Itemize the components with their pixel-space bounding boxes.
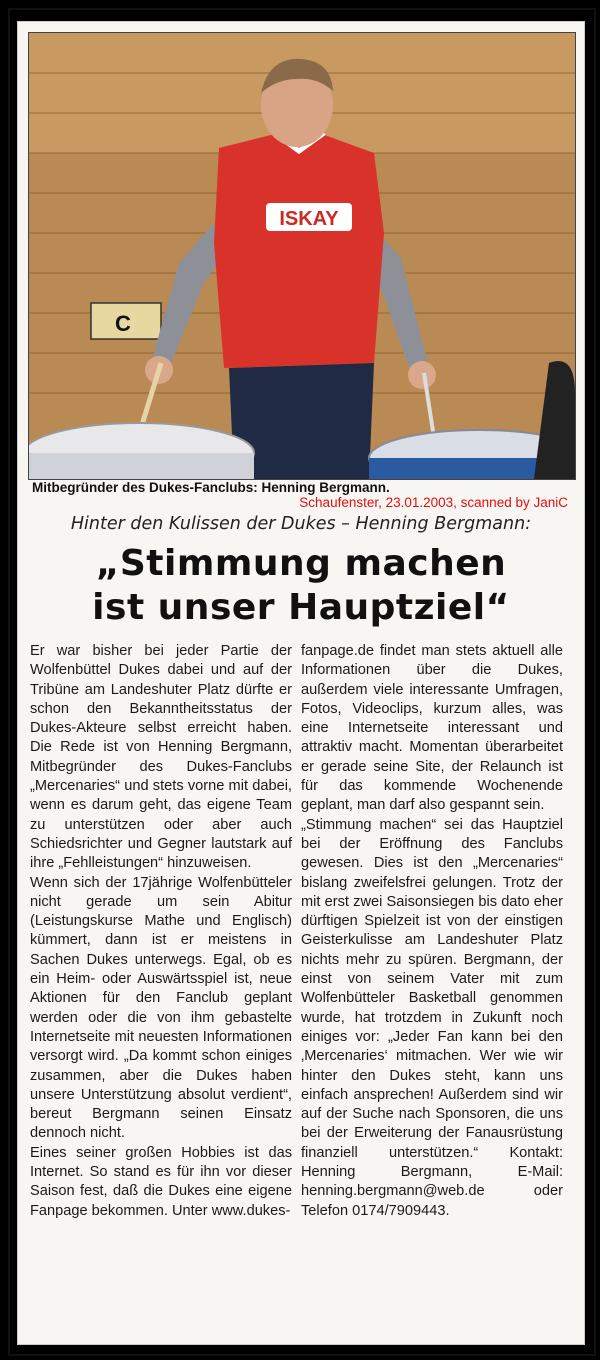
headline-line-2: ist unser Hauptziel“ — [92, 587, 510, 628]
paragraph: Eines seiner großen Hobbies ist das Internet. So stand es für ihn vor dieser Saison fest, daß die Dukes eine eigene Fanpage bekommen. Unter www.dukes- — [30, 1144, 292, 1219]
paragraph: Er war bisher bei jeder Partie der Wolfenbüttel Dukes dabei und auf der Tribüne am Landeshuter Platz dürfte er schon den Bekanntheitsstatus der Dukes-Akteure selbst erreicht haben. Die Rede ist von Henning Bergmann, Mitbegründer des Dukes-Fanclubs „Mercenaries“ und stets vorne mit dabei, wenn es darum geht, das eigene Team zu unterstützen oder aber auch Schiedsrichter und Gegner lautstark auf ihre „Fehlleistungen“ hinzuweisen. — [30, 643, 292, 872]
jersey-text: ISKAY — [279, 208, 339, 230]
article-photo — [28, 32, 576, 480]
article-column-right — [301, 642, 563, 1221]
article-headline — [28, 542, 574, 630]
newspaper-clipping — [18, 22, 584, 1344]
headline-line-1: „Stimmung machen — [95, 543, 507, 584]
paragraph: fanpage.de findet man stets aktuell alle Informationen über die Dukes, außerdem viele interessante Umfragen, Fotos, Videoclips, kurzum alles, was eine Internetseite interessant und attraktiv macht. Momentan überarbeitet er gerade seine Site, der Relaunch ist für das kommende Wochenende geplant, man darf also gespannt sein. — [301, 643, 563, 814]
scan-credit: Schaufenster, 23.01.2003, scanned by JaniC — [299, 495, 568, 510]
photo-caption: Mitbegründer des Dukes-Fanclubs: Henning Bergmann. — [32, 480, 390, 495]
article-kicker: Hinter den Kulissen der Dukes – Henning Bergmann: — [70, 514, 532, 534]
article-column-left — [30, 642, 292, 1221]
paragraph: Wenn sich der 17jährige Wolfenbütteler nicht gerade um sein Abitur (Leistungskurse Mathe und Englisch) kümmert, dann ist er meistens in Sachen Dukes unterwegs. Egal, ob es ein Heim- oder Auswärtsspiel ist, neue Aktionen für den Fanclub geplant werden oder die von ihm gebastelte Internetseite mit neuesten Informationen versorgt wird. „Da kommt schon einiges zusammen, aber die Dukes haben unsere Unterstützung absolut verdient“, bereut Bergmann seinen Einsatz dennoch nicht. — [30, 874, 292, 1142]
photo-sign-text: C — [115, 311, 131, 336]
paragraph: „Stimmung machen“ sei das Hauptziel bei der Eröffnung des Fanclubs gewesen. Dies ist den „Mercenaries“ bislang zweifelsfrei gelungen. Trotz der mit erst zwei Saisonsiegen bis dato eher dürftigen Spielzeit ist von der einstigen Geisterkulisse am Landeshuter Platz nichts mehr zu spüren. Bergmann, der einst von seinem Vater mit zum Wolfenbütteler Basketball genommen wurde, hat trotzdem in Zukunft noch einiges vor: „Jeder Fan kann bei den ‚Mercenaries‘ mitmachen. Wer wie wir hinter den Dukes steht, kann uns einfach ansprechen! Außerdem sind wir auf der Suche nach Sponsoren, die uns bei der Erweiterung der Fanausrüstung finanziell unterstützen.“ Kontakt: Henning Bergmann, E-Mail: henning.bergmann@web.de oder Telefon 0174/7909443. — [301, 816, 563, 1219]
